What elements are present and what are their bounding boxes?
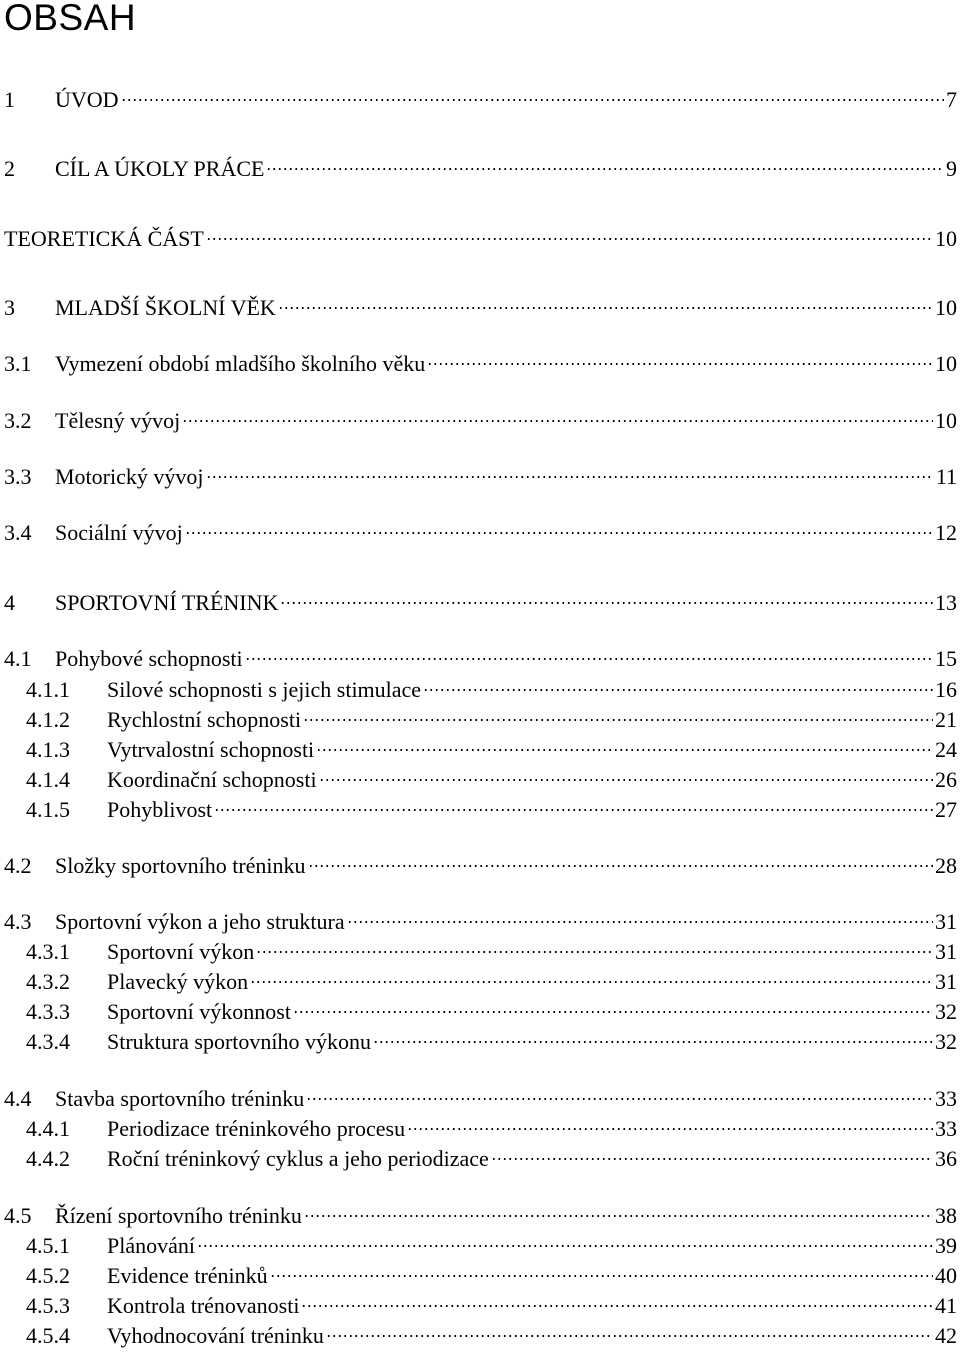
toc-entry[interactable] bbox=[26, 1028, 957, 1056]
toc-entry-title: Řízení sportovního tréninku bbox=[55, 1203, 302, 1228]
toc-entry-number: 4.3.3 bbox=[26, 999, 70, 1024]
toc-entry-number: 4.1.5 bbox=[26, 797, 70, 822]
toc-entry-page: 7 bbox=[946, 87, 957, 112]
dot-leader bbox=[121, 98, 944, 102]
toc-entry-title: ÚVOD bbox=[55, 87, 119, 112]
toc-entry-title: Vymezení období mladšího školního věku bbox=[55, 351, 426, 376]
toc-entry-number: 4 bbox=[4, 590, 15, 615]
dot-leader bbox=[245, 657, 933, 661]
toc-entry-title: Motorický vývoj bbox=[55, 464, 204, 489]
toc-entry-number: 3 bbox=[4, 295, 15, 320]
dot-leader bbox=[427, 362, 933, 366]
toc-entry[interactable] bbox=[4, 294, 957, 322]
toc-entry-page: 40 bbox=[935, 1263, 957, 1288]
toc-entry[interactable] bbox=[26, 998, 957, 1026]
toc-entry-number: 4.3.4 bbox=[26, 1029, 70, 1054]
dot-leader bbox=[185, 531, 933, 535]
dot-leader bbox=[266, 167, 944, 171]
toc-entry-number: 4.5.3 bbox=[26, 1293, 70, 1318]
toc-entry-title: Sociální vývoj bbox=[55, 520, 183, 545]
toc-entry-page: 38 bbox=[935, 1203, 957, 1228]
dot-leader bbox=[319, 778, 933, 782]
toc-entry-page: 10 bbox=[935, 408, 957, 433]
toc-entry[interactable] bbox=[4, 463, 957, 491]
toc-entry[interactable] bbox=[26, 796, 957, 824]
toc-entry-number: 4.5.1 bbox=[26, 1233, 70, 1258]
dot-leader bbox=[316, 748, 933, 752]
toc-entry-number: 3.2 bbox=[4, 408, 32, 433]
toc-entry[interactable] bbox=[4, 225, 957, 253]
dot-leader bbox=[306, 1097, 933, 1101]
dot-leader bbox=[347, 920, 933, 924]
toc-entry-page: 11 bbox=[935, 464, 957, 489]
toc-entry-number: 3.1 bbox=[4, 351, 32, 376]
toc-entry-page: 24 bbox=[935, 737, 957, 762]
dot-leader bbox=[206, 237, 933, 241]
toc-entry-number: 4.1.1 bbox=[26, 677, 70, 702]
toc-entry-number: 4.5.2 bbox=[26, 1263, 70, 1288]
toc-entry-title: Plánování bbox=[107, 1233, 195, 1258]
toc-entry[interactable] bbox=[26, 676, 957, 704]
toc-entry-number: 3.3 bbox=[4, 464, 32, 489]
toc-entry[interactable] bbox=[4, 1085, 957, 1113]
toc-entry[interactable] bbox=[4, 589, 957, 617]
toc-entry-title: Stavba sportovního tréninku bbox=[55, 1086, 305, 1111]
toc-entry-title: TEORETICKÁ ČÁST bbox=[4, 226, 204, 251]
toc-entry-page: 27 bbox=[935, 797, 957, 822]
toc-entry-title: Vyhodnocování tréninku bbox=[107, 1323, 324, 1348]
toc-entry-page: 41 bbox=[935, 1293, 957, 1318]
toc-entry-number: 4.5 bbox=[4, 1203, 32, 1228]
dot-leader bbox=[407, 1127, 933, 1131]
toc-entry-page: 33 bbox=[935, 1086, 957, 1111]
toc-entry-title: SPORTOVNÍ TRÉNINK bbox=[55, 590, 279, 615]
toc-entry-page: 13 bbox=[935, 590, 957, 615]
toc-entry[interactable] bbox=[4, 407, 957, 435]
toc-entry-title: Plavecký výkon bbox=[107, 969, 249, 994]
dot-leader bbox=[373, 1040, 933, 1044]
toc-entry-title: Pohybové schopnosti bbox=[55, 646, 243, 671]
dot-leader bbox=[278, 306, 933, 310]
toc-entry-page: 32 bbox=[935, 1029, 957, 1054]
toc-entry-number: 4.4.1 bbox=[26, 1116, 70, 1141]
dot-leader bbox=[293, 1010, 933, 1014]
toc-entry-number: 4.2 bbox=[4, 853, 32, 878]
toc-entry-number: 3.4 bbox=[4, 520, 32, 545]
toc-entry-title: Evidence tréninků bbox=[107, 1263, 268, 1288]
toc-entry-page: 16 bbox=[935, 677, 957, 702]
toc-entry[interactable] bbox=[4, 155, 957, 183]
toc-entry[interactable] bbox=[26, 938, 957, 966]
toc-entry[interactable] bbox=[4, 852, 957, 880]
toc-entry-page: 39 bbox=[935, 1233, 957, 1258]
dot-leader bbox=[256, 950, 933, 954]
toc-entry-number: 4.4.2 bbox=[26, 1146, 70, 1171]
toc-entry-title: Roční tréninkový cyklus a jeho periodizace bbox=[107, 1146, 489, 1171]
toc-entry[interactable] bbox=[26, 1292, 957, 1320]
toc-entry[interactable] bbox=[26, 766, 957, 794]
toc-entry-page: 36 bbox=[935, 1146, 957, 1171]
toc-entry[interactable] bbox=[26, 1322, 957, 1350]
toc-entry-number: 1 bbox=[4, 87, 15, 112]
toc-entry-title: Tělesný vývoj bbox=[55, 408, 181, 433]
toc-entry-title: Složky sportovního tréninku bbox=[55, 853, 306, 878]
toc-entry-title: Kontrola trénovanosti bbox=[107, 1293, 300, 1318]
toc-entry[interactable] bbox=[26, 706, 957, 734]
toc-entry-page: 33 bbox=[935, 1116, 957, 1141]
toc-entry-title: Sportovní výkon a jeho struktura bbox=[55, 909, 345, 934]
toc-entry-number: 4.1 bbox=[4, 646, 32, 671]
toc-entry-title: Vytrvalostní schopnosti bbox=[107, 737, 315, 762]
dot-leader bbox=[270, 1274, 933, 1278]
toc-entry-page: 31 bbox=[935, 969, 957, 994]
toc-entry-page: 26 bbox=[935, 767, 957, 792]
toc-entry-page: 15 bbox=[935, 646, 957, 671]
toc-entry[interactable] bbox=[26, 1232, 957, 1260]
toc-entry-page: 31 bbox=[935, 939, 957, 964]
toc-entry[interactable] bbox=[4, 86, 957, 114]
toc-entry[interactable] bbox=[4, 519, 957, 547]
toc-entry[interactable] bbox=[26, 1262, 957, 1290]
toc-entry-page: 9 bbox=[946, 156, 957, 181]
toc-entry-page: 12 bbox=[935, 520, 957, 545]
toc-entry-title: Sportovní výkon bbox=[107, 939, 255, 964]
toc-entry-number: 4.1.4 bbox=[26, 767, 70, 792]
toc-entry-number: 4.4 bbox=[4, 1086, 32, 1111]
toc-entry-page: 42 bbox=[935, 1323, 957, 1348]
dot-leader bbox=[303, 718, 933, 722]
toc-entry-page: 10 bbox=[935, 351, 957, 376]
toc-entry[interactable] bbox=[26, 968, 957, 996]
dot-leader bbox=[301, 1304, 933, 1308]
dot-leader bbox=[304, 1214, 933, 1218]
toc-entry[interactable] bbox=[4, 645, 957, 673]
toc-entry-page: 10 bbox=[935, 226, 957, 251]
dot-leader bbox=[250, 980, 933, 984]
toc-entry-number: 4.5.4 bbox=[26, 1323, 70, 1348]
toc-entry-title: Silové schopnosti s jejich stimulace bbox=[107, 677, 422, 702]
toc-entry[interactable] bbox=[4, 908, 957, 936]
toc-entry-number: 2 bbox=[4, 156, 15, 181]
toc-entry-title: Rychlostní schopnosti bbox=[107, 707, 302, 732]
toc-entry-page: 10 bbox=[935, 295, 957, 320]
toc-entry[interactable] bbox=[4, 1202, 957, 1230]
toc-entry-title: Struktura sportovního výkonu bbox=[107, 1029, 371, 1054]
dot-leader bbox=[326, 1334, 933, 1338]
toc-entry[interactable] bbox=[26, 1115, 957, 1143]
toc-entry-title: Koordinační schopnosti bbox=[107, 767, 317, 792]
toc-entry[interactable] bbox=[4, 350, 957, 378]
toc-entry-number: 4.1.3 bbox=[26, 737, 70, 762]
toc-entry-number: 4.3 bbox=[4, 909, 32, 934]
toc-entry-number: 4.1.2 bbox=[26, 707, 70, 732]
toc-entry-title: CÍL A ÚKOLY PRÁCE bbox=[55, 156, 265, 181]
page-title: OBSAH bbox=[4, 0, 137, 38]
toc-entry-number: 4.3.1 bbox=[26, 939, 70, 964]
toc-entry-page: 31 bbox=[935, 909, 957, 934]
dot-leader bbox=[280, 601, 933, 605]
toc-entry[interactable] bbox=[26, 736, 957, 764]
dot-leader bbox=[197, 1244, 933, 1248]
dot-leader bbox=[182, 419, 933, 423]
toc-entry-title: Periodizace tréninkového procesu bbox=[107, 1116, 406, 1141]
toc-entry-title: Pohyblivost bbox=[107, 797, 213, 822]
toc-entry-page: 21 bbox=[935, 707, 957, 732]
dot-leader bbox=[214, 808, 933, 812]
dot-leader bbox=[423, 688, 933, 692]
dot-leader bbox=[308, 864, 933, 868]
toc-entry-title: Sportovní výkonnost bbox=[107, 999, 291, 1024]
dot-leader bbox=[491, 1157, 933, 1161]
toc-entry-page: 32 bbox=[935, 999, 957, 1024]
toc-entry-page: 28 bbox=[935, 853, 957, 878]
toc-entry[interactable] bbox=[26, 1145, 957, 1173]
dot-leader bbox=[206, 475, 934, 479]
toc-entry-number: 4.3.2 bbox=[26, 969, 70, 994]
toc-entry-title: MLADŠÍ ŠKOLNÍ VĚK bbox=[55, 295, 276, 320]
